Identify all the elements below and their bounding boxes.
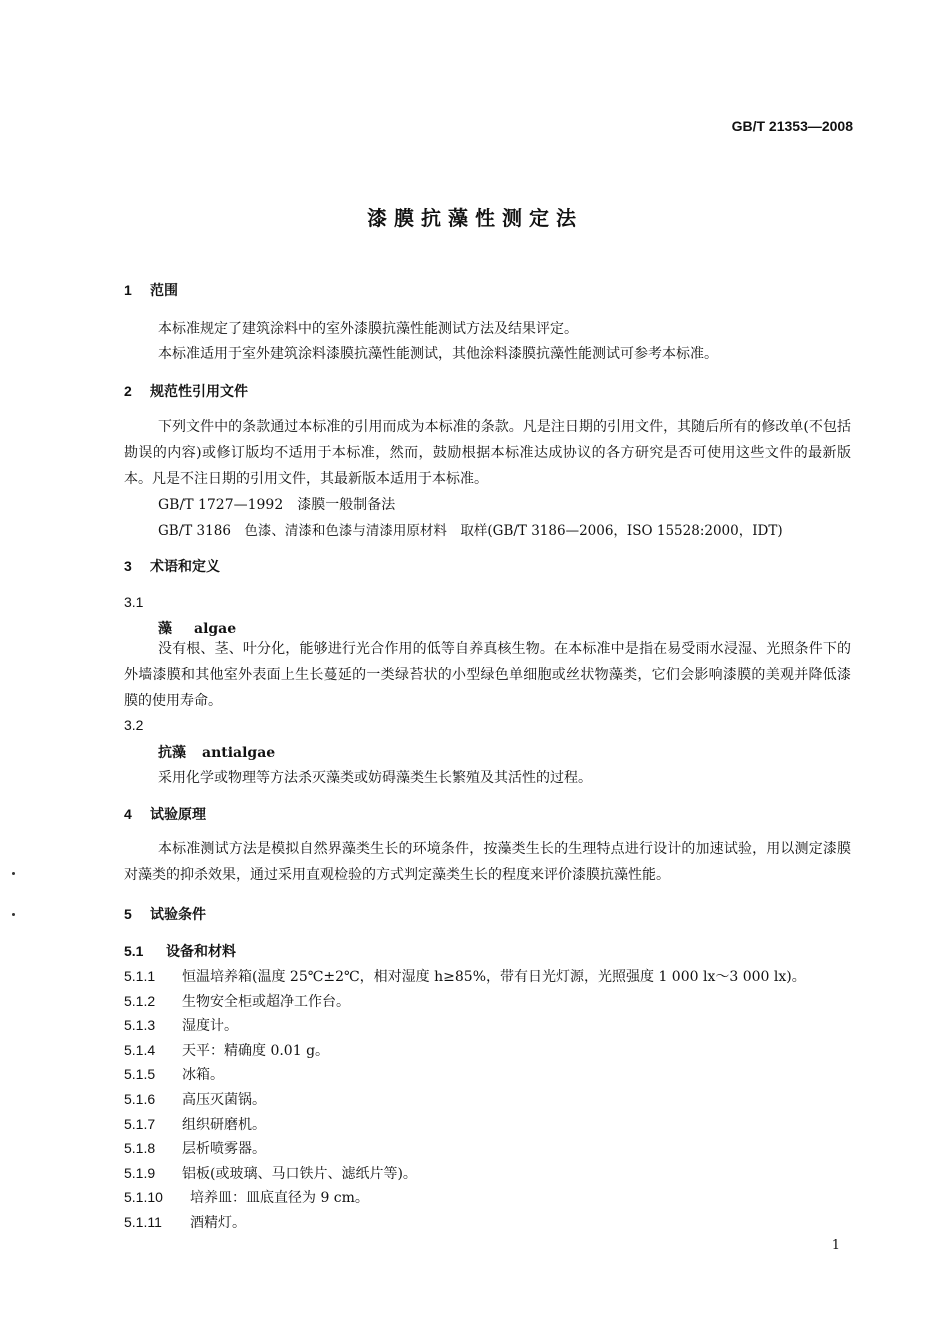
section-number: 5 <box>124 906 132 922</box>
section-1-paragraph-2: 本标准适用于室外建筑涂料漆膜抗藻性能测试，其他涂料漆膜抗藻性能测试可参考本标准。 <box>158 346 718 362</box>
equipment-item <box>124 1015 238 1035</box>
normative-reference-1: GB/T 1727—1992 漆膜一般制备法 <box>158 497 396 513</box>
item-number: 5.1.5 <box>124 1066 156 1083</box>
item-number: 5.1.10 <box>124 1189 163 1206</box>
term-3-2-number: 3.2 <box>124 717 144 733</box>
equipment-item <box>124 1212 246 1232</box>
section-2-heading <box>124 381 248 401</box>
section-1-heading <box>124 280 178 300</box>
item-text: 生物安全柜或超净工作台。 <box>182 993 350 1010</box>
section-number: 4 <box>124 806 132 822</box>
term-chinese: 抗藻 <box>158 745 186 761</box>
section-4-heading <box>124 804 206 824</box>
equipment-item <box>124 1163 417 1183</box>
equipment-item <box>124 1138 266 1158</box>
term-3-1-number: 3.1 <box>124 594 144 610</box>
equipment-item <box>124 1114 266 1134</box>
equipment-item <box>124 991 350 1011</box>
equipment-item <box>124 1187 369 1207</box>
equipment-item <box>124 1064 224 1084</box>
item-number: 5.1.2 <box>124 992 156 1009</box>
item-text: 组织研磨机。 <box>182 1116 266 1133</box>
item-text: 冰箱。 <box>182 1067 224 1084</box>
standard-code: GB/T 21353—2008 <box>731 118 853 134</box>
document-title: 漆膜抗藻性测定法 <box>367 206 583 230</box>
term-3-1-definition: 没有根、茎、叶分化，能够进行光合作用的低等自养真核生物。在本标准中是指在易受雨水浸湿、光照条件下的外墙漆膜和其他室外表面上生长蔓延的一类绿苔状的小型绿色单细胞或丝状物藻类，它们会影响漆膜的美观并降低漆膜的使用寿命。 <box>124 641 851 709</box>
item-number: 5.1.7 <box>124 1115 156 1132</box>
item-text: 恒温培养箱(温度 25℃±2℃，相对湿度 h≥85%，带有日光灯源，光照强度 1 000 lx～3 000 lx)。 <box>182 969 806 985</box>
equipment-item <box>124 1040 329 1060</box>
item-number: 5.1.3 <box>124 1017 156 1034</box>
section-2-paragraph: 下列文件中的条款通过本标准的引用而成为本标准的条款。凡是注日期的引用文件，其随后所有的修改单(不包括勘误的内容)或修订版均不适用于本标准，然而，鼓励根据本标准达成协议的各方研究是否可使用这些文件的最新版本。凡是不注日期的引用文件，其最新版本适用于本标准。 <box>124 419 851 487</box>
section-title: 试验条件 <box>150 907 206 923</box>
section-title: 范围 <box>150 283 178 299</box>
item-number: 5.1.4 <box>124 1041 156 1058</box>
section-number: 2 <box>124 383 132 399</box>
item-text: 铝板(或玻璃、马口铁片、滤纸片等)。 <box>182 1165 417 1182</box>
term-english: antialgae <box>202 745 276 761</box>
normative-reference-2: GB/T 3186 色漆、清漆和色漆与清漆用原材料 取样(GB/T 3186—2006，ISO 15528:2000，IDT) <box>158 523 783 539</box>
item-text: 培养皿：皿底直径为 9 cm。 <box>190 1190 369 1207</box>
item-number: 5.1.1 <box>124 968 156 984</box>
item-text: 层析喷雾器。 <box>182 1141 266 1158</box>
item-number: 5.1.11 <box>124 1214 162 1230</box>
page-number: 1 <box>831 1238 840 1253</box>
term-chinese: 藻 <box>158 621 172 637</box>
section-3-heading <box>124 556 220 576</box>
section-title: 规范性引用文件 <box>150 384 248 400</box>
item-number: 5.1.9 <box>124 1164 156 1181</box>
scan-mark <box>12 872 15 875</box>
section-4-paragraph: 本标准测试方法是模拟自然界藻类生长的环境条件，按藻类生长的生理特点进行设计的加速试验，用以测定漆膜对藻类的抑杀效果，通过采用直观检验的方式判定藻类生长的程度来评价漆膜抗藻性能。 <box>124 841 851 883</box>
item-text: 酒精灯。 <box>190 1215 246 1231</box>
section-title: 术语和定义 <box>150 559 220 575</box>
subsection-number: 5.1 <box>124 943 144 959</box>
section-number: 3 <box>124 558 132 574</box>
section-1-paragraph-1: 本标准规定了建筑涂料中的室外漆膜抗藻性能测试方法及结果评定。 <box>158 321 578 337</box>
item-number: 5.1.8 <box>124 1140 156 1157</box>
item-number: 5.1.6 <box>124 1091 156 1107</box>
item-text: 天平：精确度 0.01 g。 <box>182 1042 330 1059</box>
section-number: 1 <box>124 282 132 298</box>
term-3-2 <box>158 742 275 762</box>
term-3-2-definition: 采用化学或物理等方法杀灭藻类或妨碍藻类生长繁殖及其活性的过程。 <box>158 770 592 786</box>
scan-mark <box>12 913 15 916</box>
subsection-title: 设备和材料 <box>166 944 236 960</box>
item-text: 湿度计。 <box>182 1018 238 1035</box>
subsection-5-1-heading <box>124 941 236 961</box>
equipment-item <box>124 966 806 986</box>
section-title: 试验原理 <box>150 807 206 823</box>
term-english: algae <box>194 621 237 637</box>
section-5-heading <box>124 904 206 924</box>
equipment-item <box>124 1089 266 1109</box>
term-3-1 <box>158 618 236 638</box>
item-text: 高压灭菌锅。 <box>182 1092 266 1108</box>
